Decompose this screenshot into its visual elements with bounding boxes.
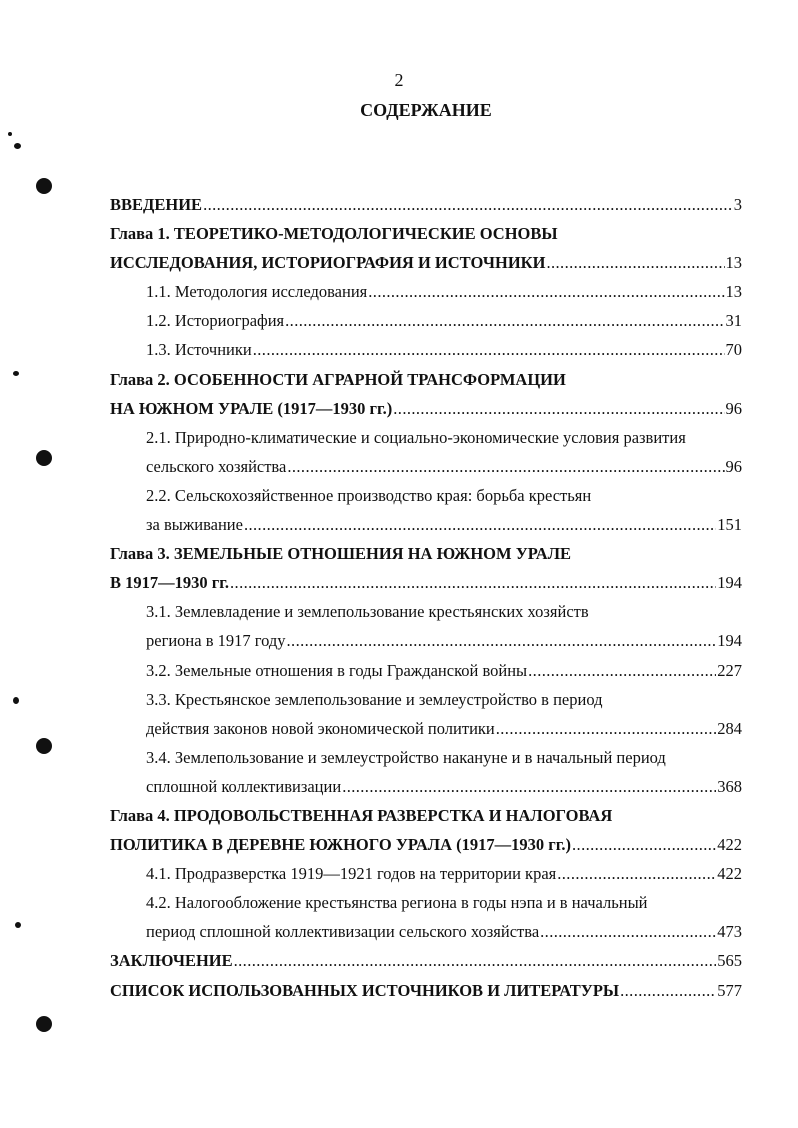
toc-page-number: 368	[717, 776, 742, 796]
toc-entry	[146, 277, 742, 306]
toc-page-number: 13	[725, 282, 742, 302]
dot-leader	[557, 859, 716, 888]
toc-entry	[110, 190, 742, 219]
dot-leader	[540, 917, 716, 946]
table-of-contents	[110, 190, 742, 1005]
toc-entry	[146, 306, 742, 335]
toc-entry-title: ЗАКЛЮЧЕНИЕ	[110, 951, 233, 971]
toc-page-number: 96	[725, 456, 742, 476]
toc-page-number: 194	[717, 573, 742, 593]
scan-speck	[13, 371, 19, 376]
dot-leader	[244, 510, 716, 539]
toc-page-number: 473	[717, 922, 742, 942]
toc-page-number: 422	[717, 864, 742, 884]
toc-entry-title: действия законов новой экономической политики	[146, 718, 495, 738]
toc-page-number: 31	[725, 311, 742, 331]
toc-page-number: 227	[717, 660, 742, 680]
toc-page-number: 3	[733, 195, 742, 214]
toc-entry-title: Глава 4. ПРОДОВОЛЬСТВЕННАЯ РАЗВЕРСТКА И НАЛОГОВАЯ	[110, 805, 613, 825]
toc-entry-title: сельского хозяйства	[146, 456, 287, 476]
toc-entry	[110, 539, 742, 568]
toc-entry	[146, 597, 742, 626]
toc-entry-continuation	[110, 248, 742, 277]
toc-entry-title: В 1917—1930 гг.	[110, 573, 230, 593]
dot-leader	[572, 830, 716, 859]
toc-entry-title: ВВЕДЕНИЕ	[110, 195, 203, 214]
toc-page-number: 565	[717, 951, 742, 971]
toc-entry-continuation	[146, 714, 742, 743]
scan-speck	[14, 143, 21, 149]
toc-entry-title: СПИСОК ИСПОЛЬЗОВАННЫХ ИСТОЧНИКОВ И ЛИТЕРАТУРЫ	[110, 980, 620, 1000]
toc-entry	[110, 946, 742, 975]
toc-entry	[146, 743, 742, 772]
toc-entry-title: НА ЮЖНОМ УРАЛЕ (1917—1930 гг.)	[110, 398, 393, 418]
toc-page-number: 96	[725, 398, 742, 418]
toc-entry-title: региона в 1917 году	[146, 631, 286, 651]
toc-entry-title: 3.2. Земельные отношения в годы Гражданской войны	[146, 660, 528, 680]
toc-entry-title: 3.3. Крестьянское землепользование и землеустройство в период	[146, 689, 603, 709]
toc-entry-title: период сплошной коллективизации сельского хозяйства	[146, 922, 540, 942]
binder-hole	[36, 738, 52, 754]
toc-entry-continuation	[110, 568, 742, 597]
toc-entry-continuation	[110, 830, 742, 859]
toc-page-number: 284	[717, 718, 742, 738]
toc-entry-continuation	[146, 626, 742, 655]
toc-entry	[146, 335, 742, 364]
dot-leader	[287, 626, 717, 655]
dot-leader	[287, 452, 724, 481]
scan-speck	[13, 697, 19, 704]
toc-entry	[110, 801, 742, 830]
toc-page-number: 151	[717, 515, 742, 535]
toc-entry-title: 4.1. Продразверстка 1919—1921 годов на территории края	[146, 864, 557, 884]
toc-entry	[110, 219, 742, 248]
toc-entry	[110, 976, 742, 1005]
toc-entry-title: Глава 3. ЗЕМЕЛЬНЫЕ ОТНОШЕНИЯ НА ЮЖНОМ УРАЛЕ	[110, 544, 571, 564]
dot-leader	[496, 714, 717, 743]
dot-leader	[285, 306, 724, 335]
toc-entry-title: сплошной коллективизации	[146, 776, 342, 796]
binder-hole	[36, 450, 52, 466]
dot-leader	[393, 394, 724, 423]
toc-page-number: 422	[717, 835, 742, 855]
toc-entry-continuation	[146, 917, 742, 946]
toc-page-number: 13	[725, 253, 742, 273]
toc-entry-continuation	[110, 394, 742, 423]
toc-entry-title: 3.4. Землепользование и землеустройство накануне и в начальный период	[146, 747, 666, 767]
dot-leader	[546, 248, 724, 277]
toc-entry-title: 4.2. Налогообложение крестьянства региона в годы нэпа и в начальный	[146, 893, 648, 913]
toc-page-number: 577	[717, 980, 742, 1000]
scan-speck	[8, 132, 12, 136]
toc-page-number: 70	[725, 340, 742, 360]
dot-leader	[368, 277, 724, 306]
toc-entry-title: 1.2. Историография	[146, 311, 285, 331]
dot-leader	[620, 976, 716, 1005]
toc-entry-title: 1.3. Источники	[146, 340, 252, 360]
toc-entry-title: 2.1. Природно-климатические и социально-экономические условия развития	[146, 427, 686, 447]
toc-entry-title: Глава 2. ОСОБЕННОСТИ АГРАРНОЙ ТРАНСФОРМАЦИИ	[110, 369, 566, 389]
toc-entry-continuation	[146, 452, 742, 481]
toc-page-number: 194	[717, 631, 742, 651]
dot-leader	[234, 946, 717, 975]
page-number: 2	[394, 70, 404, 90]
toc-entry-title: ИССЛЕДОВАНИЯ, ИСТОРИОГРАФИЯ И ИСТОЧНИКИ	[110, 253, 546, 273]
toc-entry-continuation	[146, 772, 742, 801]
toc-entry-title: за выживание	[146, 515, 243, 535]
binder-hole	[36, 1016, 52, 1032]
dot-leader	[230, 568, 716, 597]
toc-entry	[146, 481, 742, 510]
toc-entry-title: 1.1. Методология исследования	[146, 282, 368, 302]
scan-speck	[15, 922, 21, 928]
dot-leader	[528, 656, 716, 685]
toc-entry	[146, 685, 742, 714]
dot-leader	[253, 335, 725, 364]
page-title: СОДЕРЖАНИЕ	[360, 100, 492, 120]
binder-hole	[36, 178, 52, 194]
toc-entry	[110, 365, 742, 394]
toc-entry	[146, 423, 742, 452]
toc-entry-title: 3.1. Землевладение и землепользование крестьянских хозяйств	[146, 602, 589, 622]
dot-leader	[203, 190, 733, 219]
toc-entry-title: ПОЛИТИКА В ДЕРЕВНЕ ЮЖНОГО УРАЛА (1917—1930 гг.)	[110, 835, 572, 855]
toc-entry-title: 2.2. Сельскохозяйственное производство края: борьба крестьян	[146, 485, 592, 505]
toc-entry	[146, 656, 742, 685]
toc-entry-title: Глава 1. ТЕОРЕТИКО-МЕТОДОЛОГИЧЕСКИЕ ОСНОВЫ	[110, 224, 558, 244]
toc-entry	[146, 888, 742, 917]
dot-leader	[342, 772, 716, 801]
toc-entry-continuation	[146, 510, 742, 539]
toc-entry	[146, 859, 742, 888]
